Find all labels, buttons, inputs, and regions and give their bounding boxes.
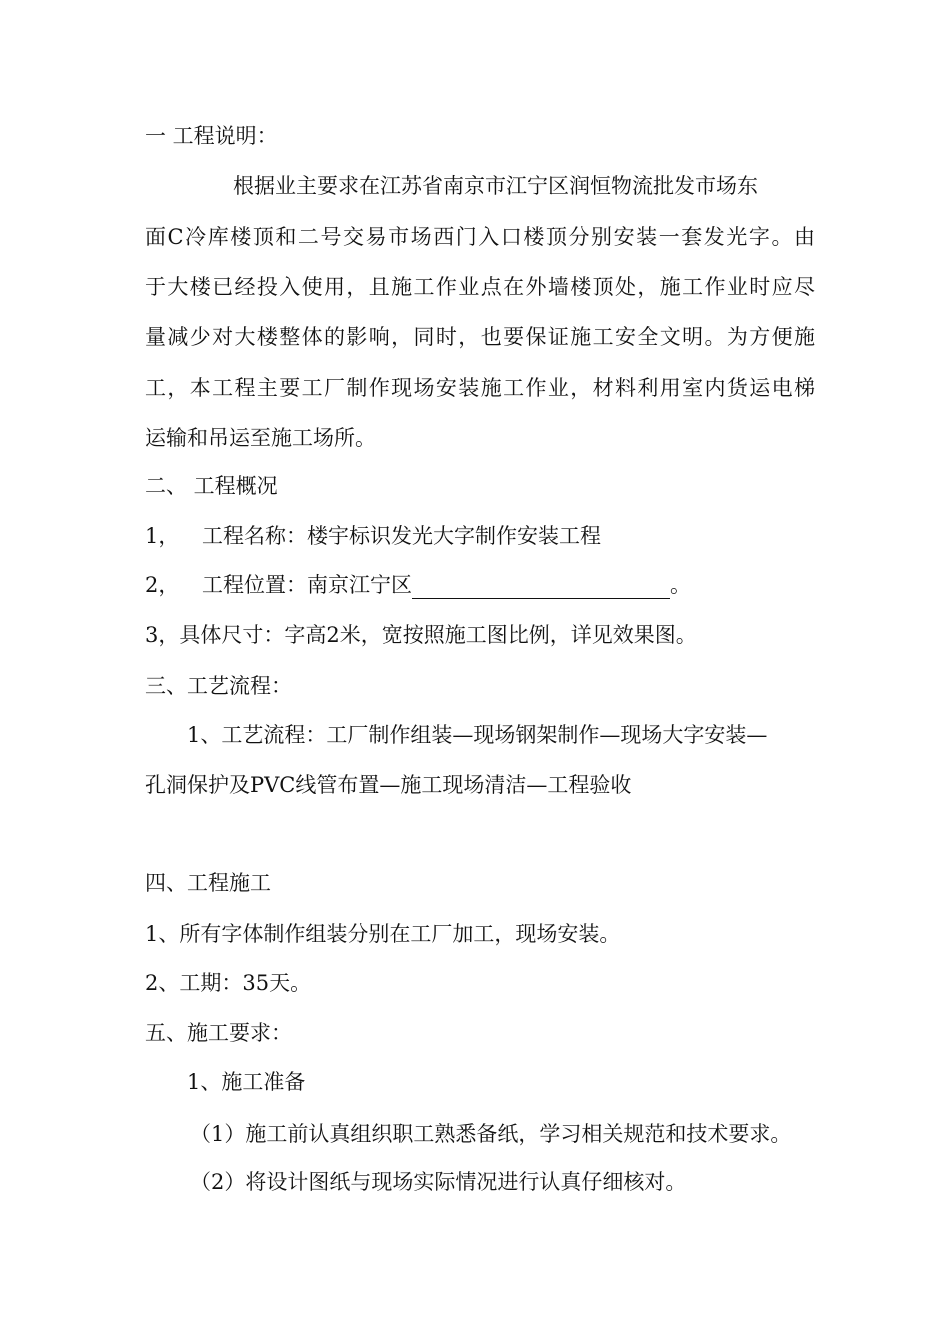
- requirement-subitem: （1）施工前认真组织职工熟悉备纸，学习相关规范和技术要求。: [190, 1122, 792, 1146]
- project-location: [202, 571, 802, 599]
- section-4-heading: 四、工程施工: [145, 871, 271, 895]
- project-location-end: 。: [670, 573, 691, 597]
- section-5-heading: 五、施工要求：: [145, 1021, 292, 1045]
- section-1-paragraph-line: 工，本工程主要工厂制作现场安装施工作业，材料利用室内货运电梯: [145, 376, 815, 400]
- process-flow-line: 孔洞保护及PVC线管布置—施工现场清洁—工程验收: [145, 773, 632, 797]
- process-flow-line: 1、工艺流程：工厂制作组装—现场钢架制作—现场大字安装—: [187, 723, 768, 747]
- project-location-label: 工程位置：南京江宁区: [202, 573, 412, 597]
- section-1-heading: 一 工程说明：: [145, 124, 278, 148]
- project-name-number: 1，: [145, 524, 180, 548]
- section-1-paragraph-line: 运输和吊运至施工场所。: [145, 426, 376, 450]
- requirement-subitem: （2）将设计图纸与现场实际情况进行认真仔细核对。: [190, 1170, 687, 1194]
- project-name: 工程名称：楼宇标识发光大字制作安装工程: [202, 524, 601, 548]
- section-1-paragraph-line: 面C冷库楼顶和二号交易市场西门入口楼顶分别安装一套发光字。由: [145, 225, 815, 249]
- section-1-paragraph-line: 量减少对大楼整体的影响，同时，也要保证施工安全文明。为方便施: [145, 325, 815, 349]
- construction-period: 2、工期：35天。: [145, 971, 312, 995]
- project-size: 3，具体尺寸：字高2米，宽按照施工图比例，详见效果图。: [145, 623, 697, 647]
- project-location-number: 2，: [145, 573, 180, 597]
- construction-item: 1、所有字体制作组装分别在工厂加工，现场安装。: [145, 922, 621, 946]
- section-1-paragraph-line: 根据业主要求在江苏省南京市江宁区润恒物流批发市场东: [233, 174, 758, 198]
- section-3-heading: 三、工艺流程：: [145, 674, 292, 698]
- requirement-item: 1、施工准备: [187, 1070, 306, 1094]
- location-blank-line: [412, 572, 670, 599]
- section-2-heading: 二、 工程概况: [145, 474, 278, 498]
- section-1-paragraph-line: 于大楼已经投入使用，且施工作业点在外墙楼顶处，施工作业时应尽: [145, 275, 815, 299]
